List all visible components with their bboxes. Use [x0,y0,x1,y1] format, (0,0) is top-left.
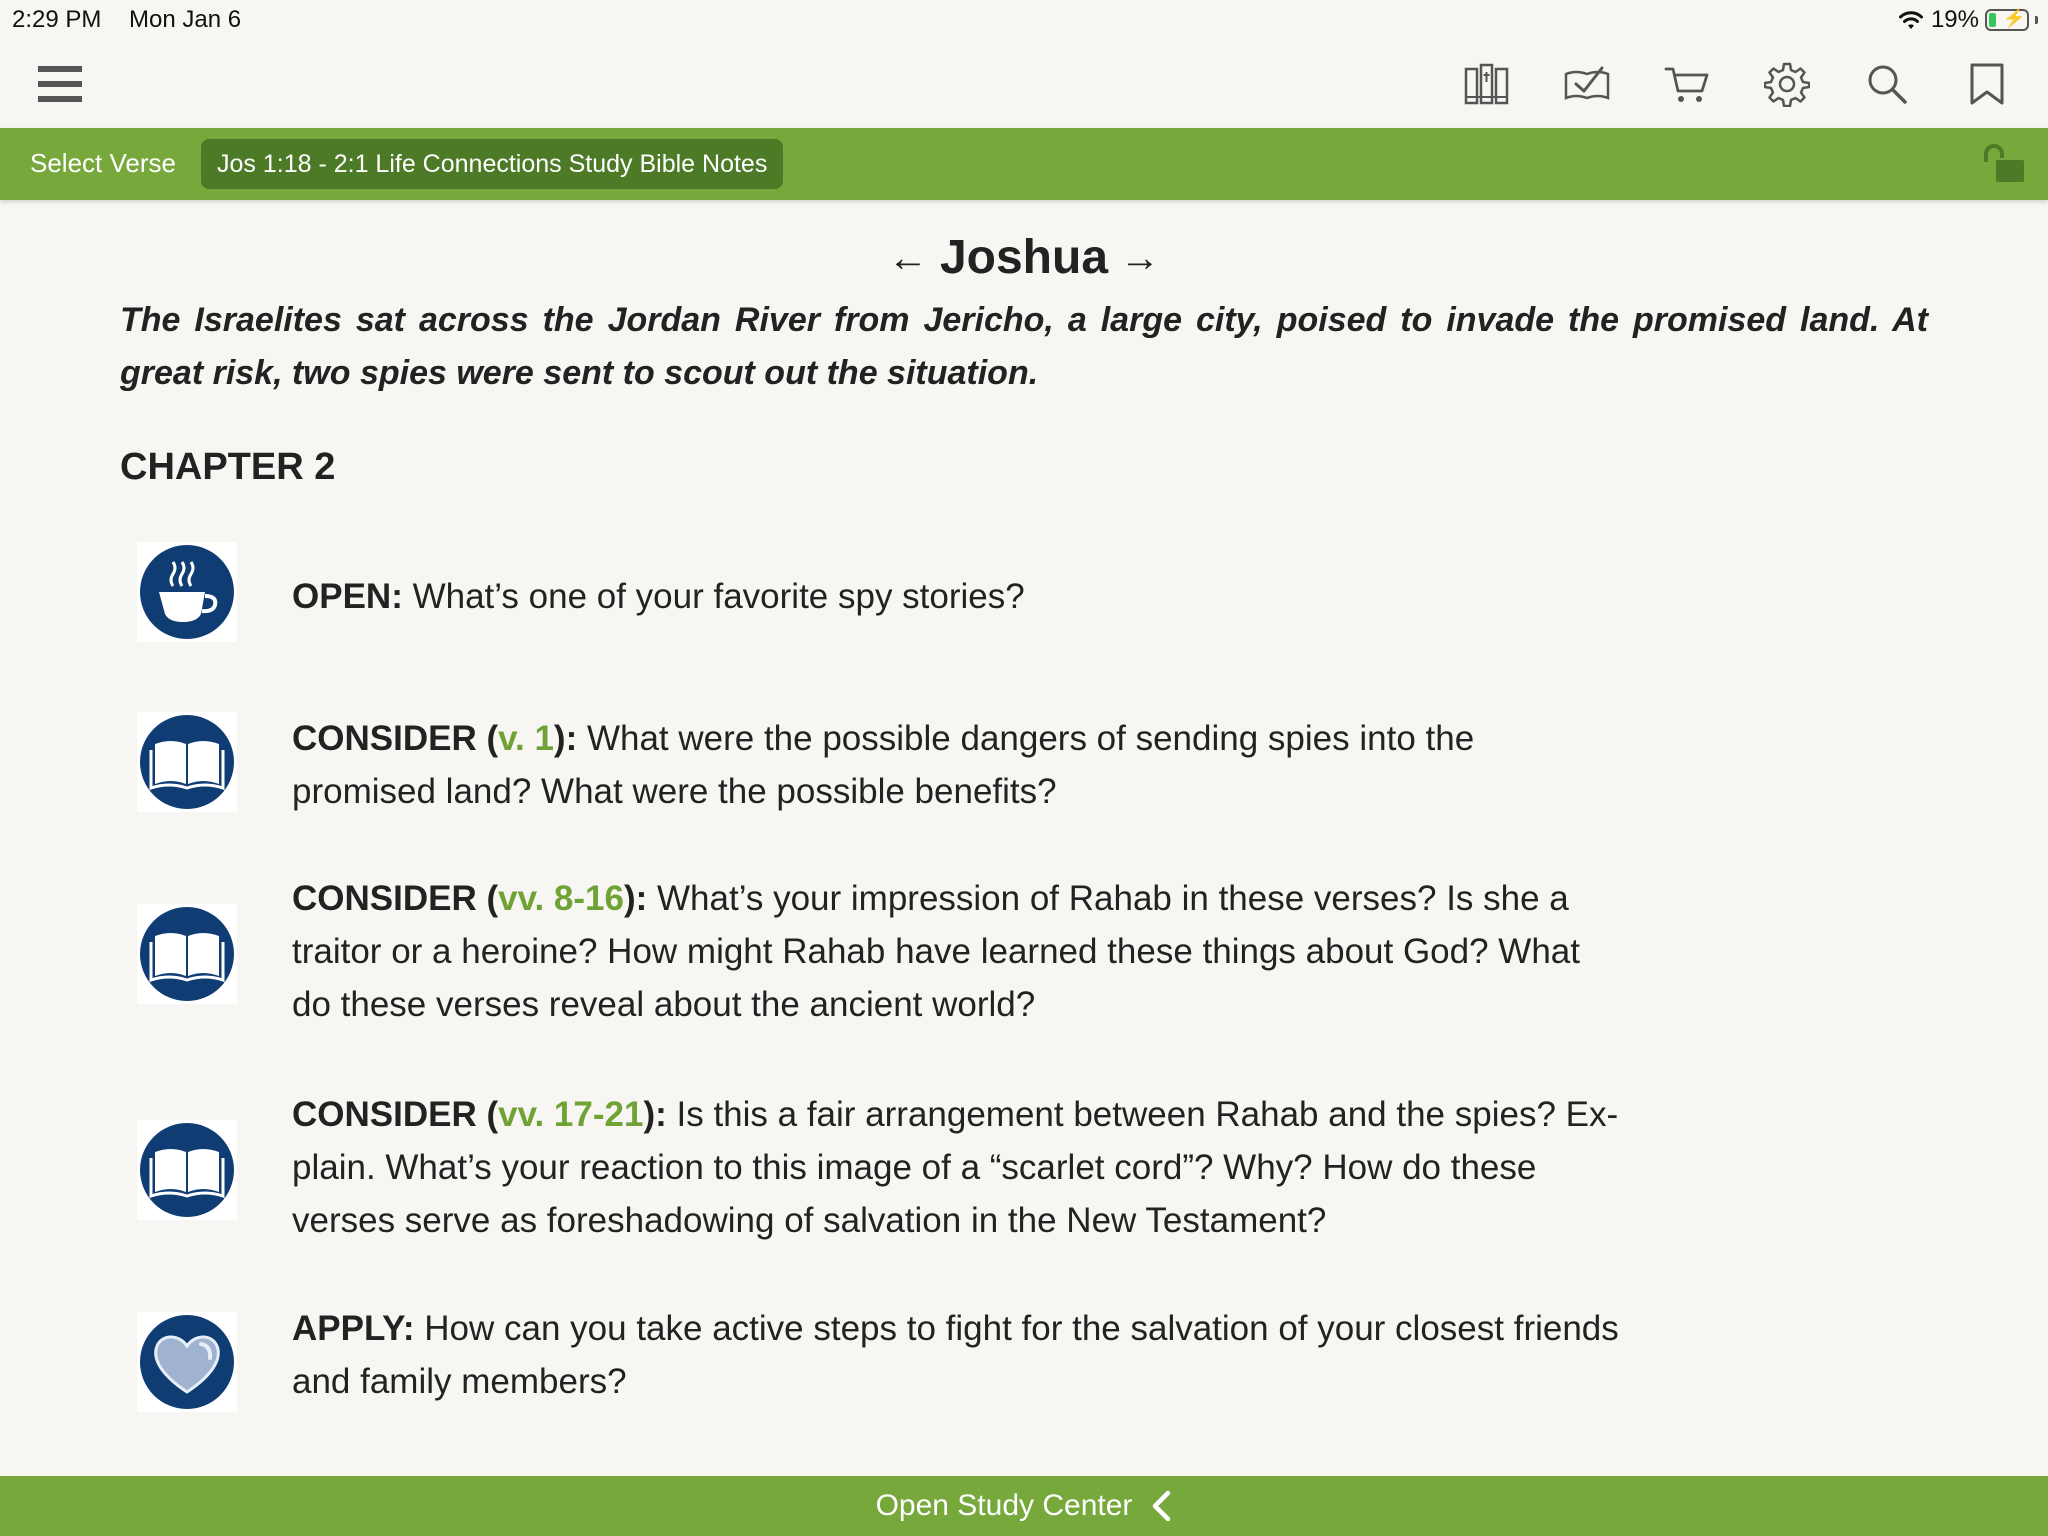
reading-plan-button[interactable] [1557,54,1617,114]
question-body: Is this a fair arrangement between Rahab and the spies? Explain. What’s your reaction to this image of a “scarlet cord”? Why? How do these verses serve as foreshadowing of salvation in the New Testament? [292,1095,1619,1240]
question-text [292,1302,1622,1408]
unlocked-padlock-icon [1982,144,2026,186]
status-time: 2:29 PM [12,6,102,33]
question-label: CONSIDER [292,1095,477,1134]
verse-reference-pill[interactable]: Jos 1:18 - 2:1 Life Connections Study Bible Notes [201,139,783,189]
question-body: What’s your impression of Rahab in these verses? Is she a traitor or a heroine? How might Rahab have learned these things about God? What do these verses reveal about the ancient world? [292,879,1580,1024]
ref-close-paren: ): [643,1095,667,1134]
library-icon [1464,63,1510,105]
ref-close-paren: ): [623,879,648,918]
cart-icon [1664,63,1710,105]
battery-level [1989,13,1996,27]
question-text [292,712,1622,818]
ref-open-paren: ( [476,879,499,918]
unlock-button[interactable] [1982,144,2026,186]
verse-bar [0,128,2048,200]
question-label: OPEN: [292,577,403,616]
book-intro: The Israelites sat across the Jordan River from Jericho, a large city, poised to invade the promised land. At great risk, two spies were sent to scout out the situation. [120,301,1928,392]
settings-button[interactable] [1757,54,1817,114]
verse-link[interactable]: vv. 17-21 [498,1095,644,1134]
top-toolbar [0,40,2048,128]
ref-close-paren: ): [553,719,578,758]
settings-icon [1764,61,1810,107]
verse-link[interactable]: vv. 8-16 [498,879,624,918]
library-button[interactable] [1457,54,1517,114]
chevron-left-icon [1150,1489,1172,1523]
question-body: What’s one of your favorite spy stories? [402,577,1025,616]
battery-percent: 19% [1930,6,1979,33]
bookmark-icon [1969,62,2005,106]
charging-bolt-icon: ⚡ [2003,8,2026,28]
next-book-arrow[interactable]: → [1120,235,1161,280]
study-notes-content [0,200,2048,1476]
previous-book-arrow[interactable]: ← [887,235,928,280]
question-body: What were the possible dangers of sending spies into the promised land? What were the possible benefits? [292,719,1475,811]
ref-open-paren: ( [476,1095,499,1134]
book-title: Joshua [939,231,1109,284]
open-study-center-label: Open Study Center [875,1489,1133,1522]
open-study-center-button[interactable] [0,1476,2048,1536]
bookmark-button[interactable] [1957,54,2017,114]
ref-open-paren: ( [476,719,499,758]
toolbar-icons [0,54,2048,114]
open-book-icon [137,712,237,812]
question-label: CONSIDER [292,879,477,918]
status-bar [0,0,2048,40]
question-label: CONSIDER [292,719,477,758]
battery-icon [1985,9,2029,31]
question-text [292,570,1622,623]
reading-plan-icon [1564,64,1610,104]
coffee-cup-icon [137,542,237,642]
question-text [292,1088,1622,1247]
open-book-icon [137,1120,237,1220]
book-title-row [0,230,2048,285]
search-icon [1866,63,1908,105]
status-date: Mon Jan 6 [129,6,242,33]
open-book-icon [137,904,237,1004]
question-body: How can you take active steps to fight for the salvation of your closest friends and family members? [292,1309,1619,1401]
select-verse-button[interactable]: Select Verse [30,148,176,178]
heart-icon [137,1312,237,1412]
status-indicators [1897,6,2038,34]
search-button[interactable] [1857,54,1917,114]
wifi-icon [1897,9,1925,31]
battery-tip [2035,16,2038,24]
question-text [292,872,1622,1031]
store-button[interactable] [1657,54,1717,114]
verse-link[interactable]: v. 1 [498,719,554,758]
chapter-heading: CHAPTER 2 [120,446,336,488]
question-label: APPLY: [292,1309,415,1348]
